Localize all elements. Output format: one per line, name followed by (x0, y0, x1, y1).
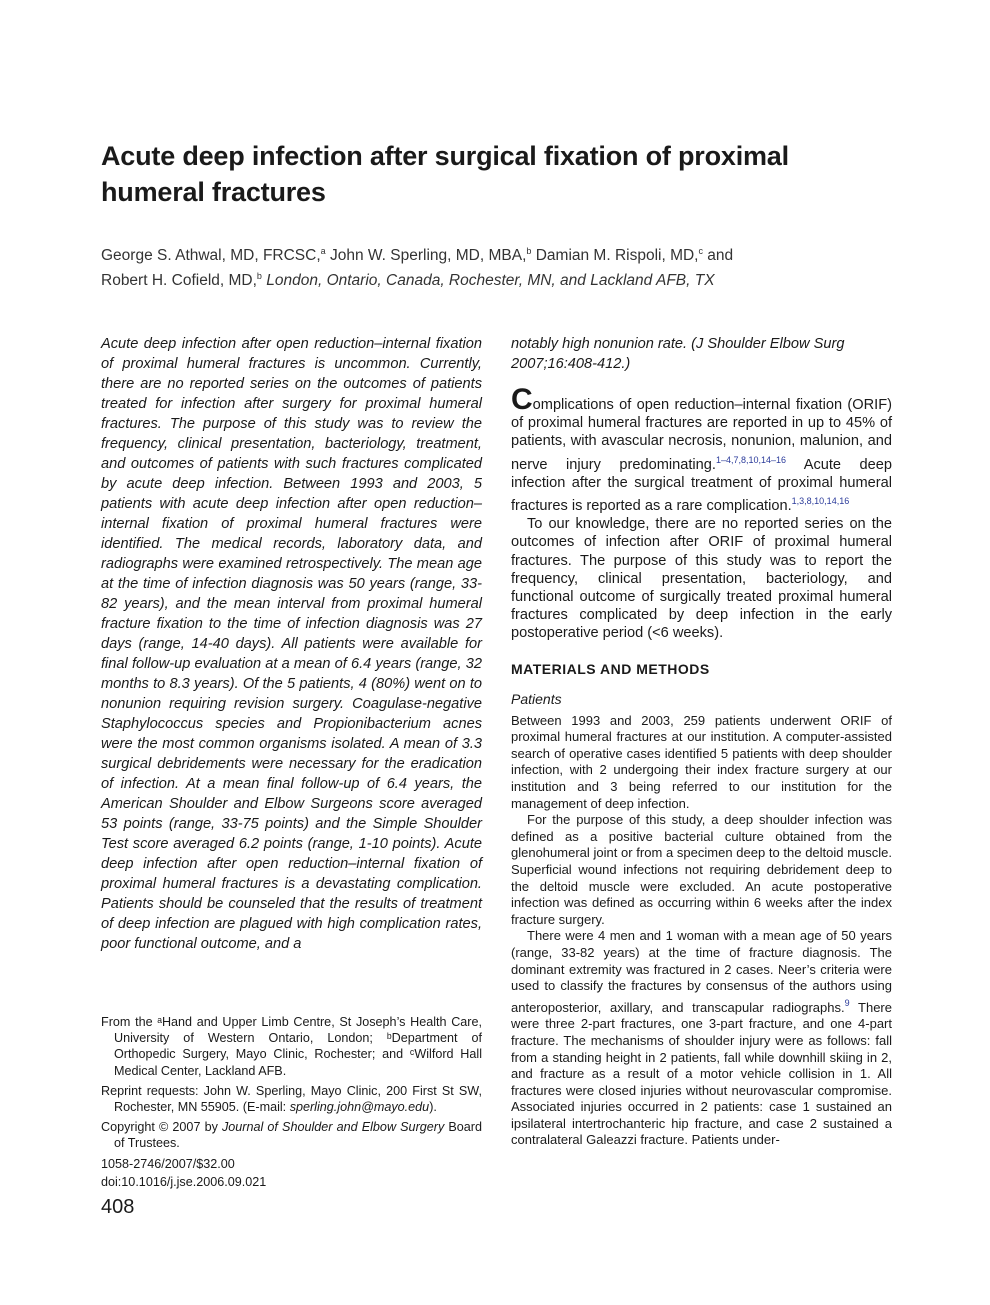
article-title: Acute deep infection after surgical fixation of proximal humeral fractures (101, 141, 789, 207)
copyright-text-end: Board of Trustees. (114, 1120, 482, 1151)
author-athwal: George S. Athwal, MD, FRCSC, (101, 247, 321, 264)
author-locations: London, Ontario, Canada, Rochester, MN, and Lackland AFB, TX (261, 272, 715, 289)
intro-paragraph-1 (511, 383, 893, 515)
methods-text: There were 4 men and 1 woman with a mean age of 50 years (range, 33-82 years) at the time of fracture diagnosis. The dominant extremity was fractured in 2 cases. Neer’s criteria were used to classify the fractures by consensus of the authors using anteroposterior, axillary, and transcapular radiographs. (511, 928, 892, 1015)
intro-text: Acute deep infection after the surgical treatment of proximal humeral fractures is reported as a rare complication. (511, 456, 893, 515)
affiliation-footnote: From the ᵃHand and Upper Limb Centre, St Joseph’s Health Care, University of Western Ontario, London; ᵇDepartment of Orthopedic Surgery, Mayo Clinic, Rochester; and ᶜWilford Hall Medical Center, Lackland AFB. (101, 1015, 482, 1078)
affiliation-mark: b (526, 246, 532, 256)
author-sperling: John W. Sperling, MD, MBA, (325, 247, 527, 264)
copyright-text: Copyright © 2007 by (101, 1120, 222, 1135)
methods-paragraph-3 (511, 928, 892, 1149)
left-column (101, 334, 482, 954)
author-conjunction: and (703, 247, 734, 264)
issn-line: 1058-2746/2007/$32.00 (101, 1156, 235, 1171)
methods-paragraph-2: For the purpose of this study, a deep shoulder infection was defined as a positive bacterial culture obtained from the glenohumeral joint or from a specimen deep to the deltoid muscle. Superficial wound infections not requiring debridement deep to the deltoid muscle were excluded. An acute postoperative infection was defined as occurring within 6 weeks after the index fracture surgery. (511, 812, 892, 927)
citation-link[interactable]: 1,3,8,10,14,16 (791, 496, 850, 507)
reprint-text: Reprint requests: John W. Sperling, Mayo Clinic, 200 First St SW, Rochester, MN 55905. (E-mail: (101, 1083, 482, 1115)
section-heading: MATERIALS AND METHODS (511, 660, 710, 677)
abstract: Acute deep infection after open reduction–internal fixation of proximal humeral fractures is uncommon. Currently, there are no reported series on the outcomes of patients treated for infection after surgery for proximal humeral fractures. The purpose of this study was to review the frequency, clinical presentation, bacteriology, treatment, and outcomes of patients with such fractures complicated by acute deep infection. Between 1993 and 2003, 5 patients with acute deep infection after open reduction–internal fixation of proximal humeral fractures were identified. The medical records, laboratory data, and radiographs were examined retrospectively. The mean age at the time of infection diagnosis was 50 years (range, 33-82 years), and the mean interval from proximal humeral fracture fixation to the time of infection diagnosis was 27 days (range, 14-40 days). All patients were available for final follow-up evaluation at a mean of 6.4 years (range, 32 months to 8.3 years). Of the 5 patients, 4 (80%) went on to nonunion requiring revision surgery. Coagulase-negative Staphylococcus species and Propionibacterium acnes were the most common organisms isolated. A mean of 3.3 surgical debridements were necessary for the eradication of infection. At a mean final follow-up of 6.4 years, the American Shoulder and Elbow Surgeons score averaged 53 points (range, 33-75 points) and the Simple Shoulder Test score averaged 6.2 points (range, 1-10 points). Acute deep infection after open reduction–internal fixation of proximal humeral fractures is a devastating complication. Patients should be counseled that the results of treatment of deep infection are plagued with high complication rates, poor functional outcome, and a (101, 336, 482, 952)
copyright-footnote (101, 1119, 482, 1151)
citation-link[interactable]: 9 (844, 997, 850, 1008)
subsection-heading: Patients (511, 690, 562, 707)
author-cofield: Robert H. Cofield, MD, (101, 272, 257, 289)
reprint-email-link[interactable]: sperling.john@mayo.edu (289, 1100, 430, 1115)
doi-line: doi:10.1016/j.jse.2006.09.021 (101, 1174, 267, 1189)
intro-paragraph-2: To our knowledge, there are no reported series on the outcomes of infection after ORIF of proximal humeral fractures. The purpose of this study was to report the frequency, clinical presentation, bacteriology, and functional outcome of surgically treated proximal humeral fractures complicated by deep infection in the early postoperative period (<6 weeks). (511, 516, 892, 642)
abstract-tail: notably high nonunion rate. (J Shoulder Elbow Surg 2007;16:408-412.) (511, 336, 845, 372)
methods-text: There were three 2-part fractures, one 3-part fracture, and one 4-part fracture. The mechanisms of shoulder injury were as follows: fall from a standing height in 2 patients, fall while downhill skiing in 2, and fracture as a result of a motor vehicle collision in 1. All fractures were closed injuries without neurovascular compromise. Associated injuries occurred in 2 patients: case 1 sustained an ipsilateral intertrochanteric hip fracture, and case 2 sustained a contralateral Galeazzi fracture. Patients under- (511, 999, 892, 1148)
journal-name: Journal of Shoulder and Elbow Surgery (222, 1120, 445, 1135)
author-rispoli: Damian M. Rispoli, MD, (531, 247, 699, 264)
methods-paragraph-1: Between 1993 and 2003, 259 patients underwent ORIF of proximal humeral fractures at our institution. A computer-assisted search of operative cases identified 5 patients with deep shoulder infection, with 2 undergoing their index fracture surgery at our institution and 3 being referred to our institution for the management of deep infection. (511, 712, 892, 811)
reprint-text-end: ). (429, 1100, 437, 1115)
right-column (511, 334, 892, 1149)
affiliation-mark: a (320, 246, 326, 256)
reprint-footnote (101, 1083, 482, 1115)
page-number: 408 (101, 1196, 135, 1218)
intro-text: omplications of open reduction–internal fixation (ORIF) of proximal humeral fractures are reported in up to 45% of patients, with avascular necrosis, nonunion, malunion, and nerve injury predominating. (511, 397, 892, 473)
citation-link[interactable]: 1–4,7,8,10,14–16 (715, 454, 787, 465)
affiliation-mark: b (256, 271, 262, 281)
footnotes (101, 1014, 482, 1192)
affiliation-mark: c (698, 246, 703, 256)
author-list (101, 241, 891, 291)
drop-cap: C (511, 383, 533, 416)
